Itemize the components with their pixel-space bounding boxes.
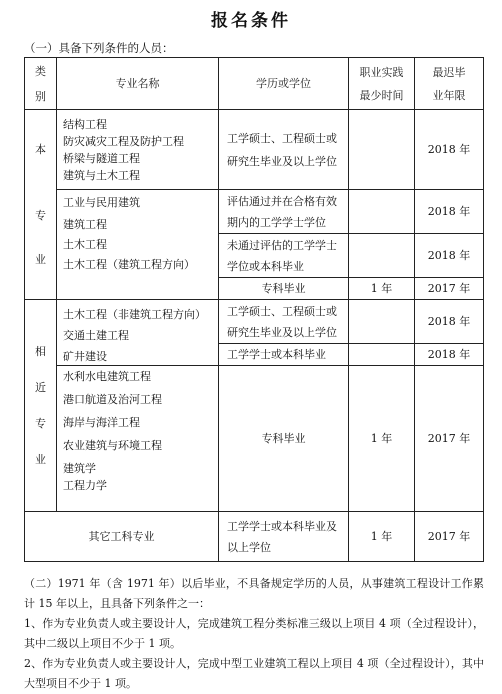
years-cell: 1 年 (349, 512, 415, 562)
latest-year-cell: 2017 年 (415, 366, 484, 512)
degree-cell (219, 300, 349, 344)
major-name: 农业建筑与环境工程 (63, 439, 162, 452)
latest-year-cell: 2018 年 (415, 234, 484, 278)
table-header-row (25, 58, 484, 110)
latest-year-cell: 2017 年 (415, 512, 484, 562)
header-latest (415, 58, 484, 110)
degree-cell: 专科毕业 (219, 278, 349, 300)
major-name: 海岸与海洋工程 (63, 416, 140, 429)
degree-cell: 工学学士或本科毕业 (219, 344, 349, 366)
category-char: 本 (35, 142, 46, 156)
header-major: 专业名称 (57, 58, 219, 110)
header-latest-line1: 最迟毕 (432, 65, 466, 79)
table-row (25, 300, 484, 344)
category-char: 业 (35, 252, 46, 266)
latest-year-cell: 2018 年 (415, 190, 484, 234)
condition-item-2: 2、作为专业负责人或主要设计人，完成中型工业建筑工程以上项目 4 项（全过程设计），其中大型项目不少于 1 项。 (24, 657, 484, 690)
header-years (349, 58, 415, 110)
category-char: 专 (35, 208, 46, 222)
major-list (57, 190, 219, 300)
latest-year-cell: 2017 年 (415, 278, 484, 300)
condition-item-1: 1、作为专业负责人或主要设计人，完成建筑工程分类标准三级以上项目 4 项（全过程设计），其中二级以上项目不少于 1 项。 (24, 617, 484, 650)
years-cell (349, 110, 415, 190)
degree-cell (219, 512, 349, 562)
header-years-line2: 最少时间 (359, 88, 404, 102)
degree-line: 学位或本科毕业 (227, 259, 304, 273)
other-major-label: 其它工科专业 (25, 512, 219, 562)
degree-line: 未通过评估的工学学士 (227, 238, 337, 252)
major-name: 工程力学 (63, 479, 107, 492)
major-name: 矿井建设 (63, 350, 107, 363)
latest-year-cell: 2018 年 (415, 300, 484, 344)
additional-conditions (24, 574, 484, 694)
major-name: 工业与民用建筑 (63, 196, 140, 209)
years-cell (349, 300, 415, 344)
latest-year-cell: 2018 年 (415, 110, 484, 190)
major-name: 防灾减灾工程及防护工程 (63, 134, 184, 148)
major-name: 建筑与土木工程 (63, 168, 140, 182)
major-list (57, 300, 219, 366)
degree-line: 研究生毕业及以上学位 (227, 325, 337, 339)
header-latest-line2: 业年限 (432, 88, 466, 102)
table-row (25, 366, 484, 512)
header-category-line2: 别 (35, 89, 46, 103)
major-name: 港口航道及治河工程 (63, 393, 162, 406)
years-cell: 1 年 (349, 366, 415, 512)
table-row (25, 512, 484, 562)
degree-cell (219, 234, 349, 278)
table-row (25, 190, 484, 234)
degree-cell (219, 190, 349, 234)
page-title: 报名条件 (211, 11, 291, 31)
intro-text: （一）具备下列条件的人员： (24, 41, 174, 55)
major-name: 土木工程（非建筑工程方向） (63, 308, 206, 321)
major-name: 交通土建工程 (63, 329, 129, 342)
category-char: 专 (35, 416, 46, 430)
degree-cell (219, 110, 349, 190)
major-name: 建筑学 (63, 462, 96, 475)
degree-line: 研究生毕业及以上学位 (227, 154, 337, 168)
category-char: 相 (35, 344, 46, 358)
category-char: 业 (35, 452, 46, 466)
degree-line: 工学硕士、工程硕士或 (227, 131, 337, 145)
header-years-line1: 职业实践 (359, 65, 404, 79)
latest-year-cell: 2018 年 (415, 344, 484, 366)
years-cell (349, 234, 415, 278)
degree-line: 工学硕士、工程硕士或 (227, 304, 337, 318)
major-list (57, 110, 219, 190)
major-name: 水利水电建筑工程 (63, 370, 151, 383)
major-name: 土木工程（建筑工程方向） (63, 258, 195, 271)
conditions-table (24, 57, 484, 562)
degree-line: 工学学士或本科毕业及 (227, 519, 337, 533)
major-name: 结构工程 (63, 117, 107, 131)
major-list (57, 366, 219, 512)
header-category (25, 58, 57, 110)
category-related-major (25, 300, 57, 512)
years-cell: 1 年 (349, 278, 415, 300)
table-row (25, 110, 484, 190)
category-this-major (25, 110, 57, 300)
years-cell (349, 344, 415, 366)
header-degree: 学历或学位 (219, 58, 349, 110)
degree-cell: 专科毕业 (219, 366, 349, 512)
degree-line: 评估通过并在合格有效 (227, 194, 337, 208)
years-cell (349, 190, 415, 234)
major-name: 桥梁与隧道工程 (63, 151, 140, 165)
degree-line: 以上学位 (227, 540, 271, 554)
category-char: 近 (35, 380, 46, 394)
degree-line: 期内的工学学士学位 (227, 215, 326, 229)
condition-paragraph: （二）1971 年（含 1971 年）以后毕业，不具备规定学历的人员，从事建筑工程设计工作累计 15 年以上，且具备下列条件之一： (24, 577, 484, 610)
major-name: 建筑工程 (63, 218, 107, 231)
header-category-line1: 类 (35, 64, 46, 78)
major-name: 土木工程 (63, 238, 107, 251)
